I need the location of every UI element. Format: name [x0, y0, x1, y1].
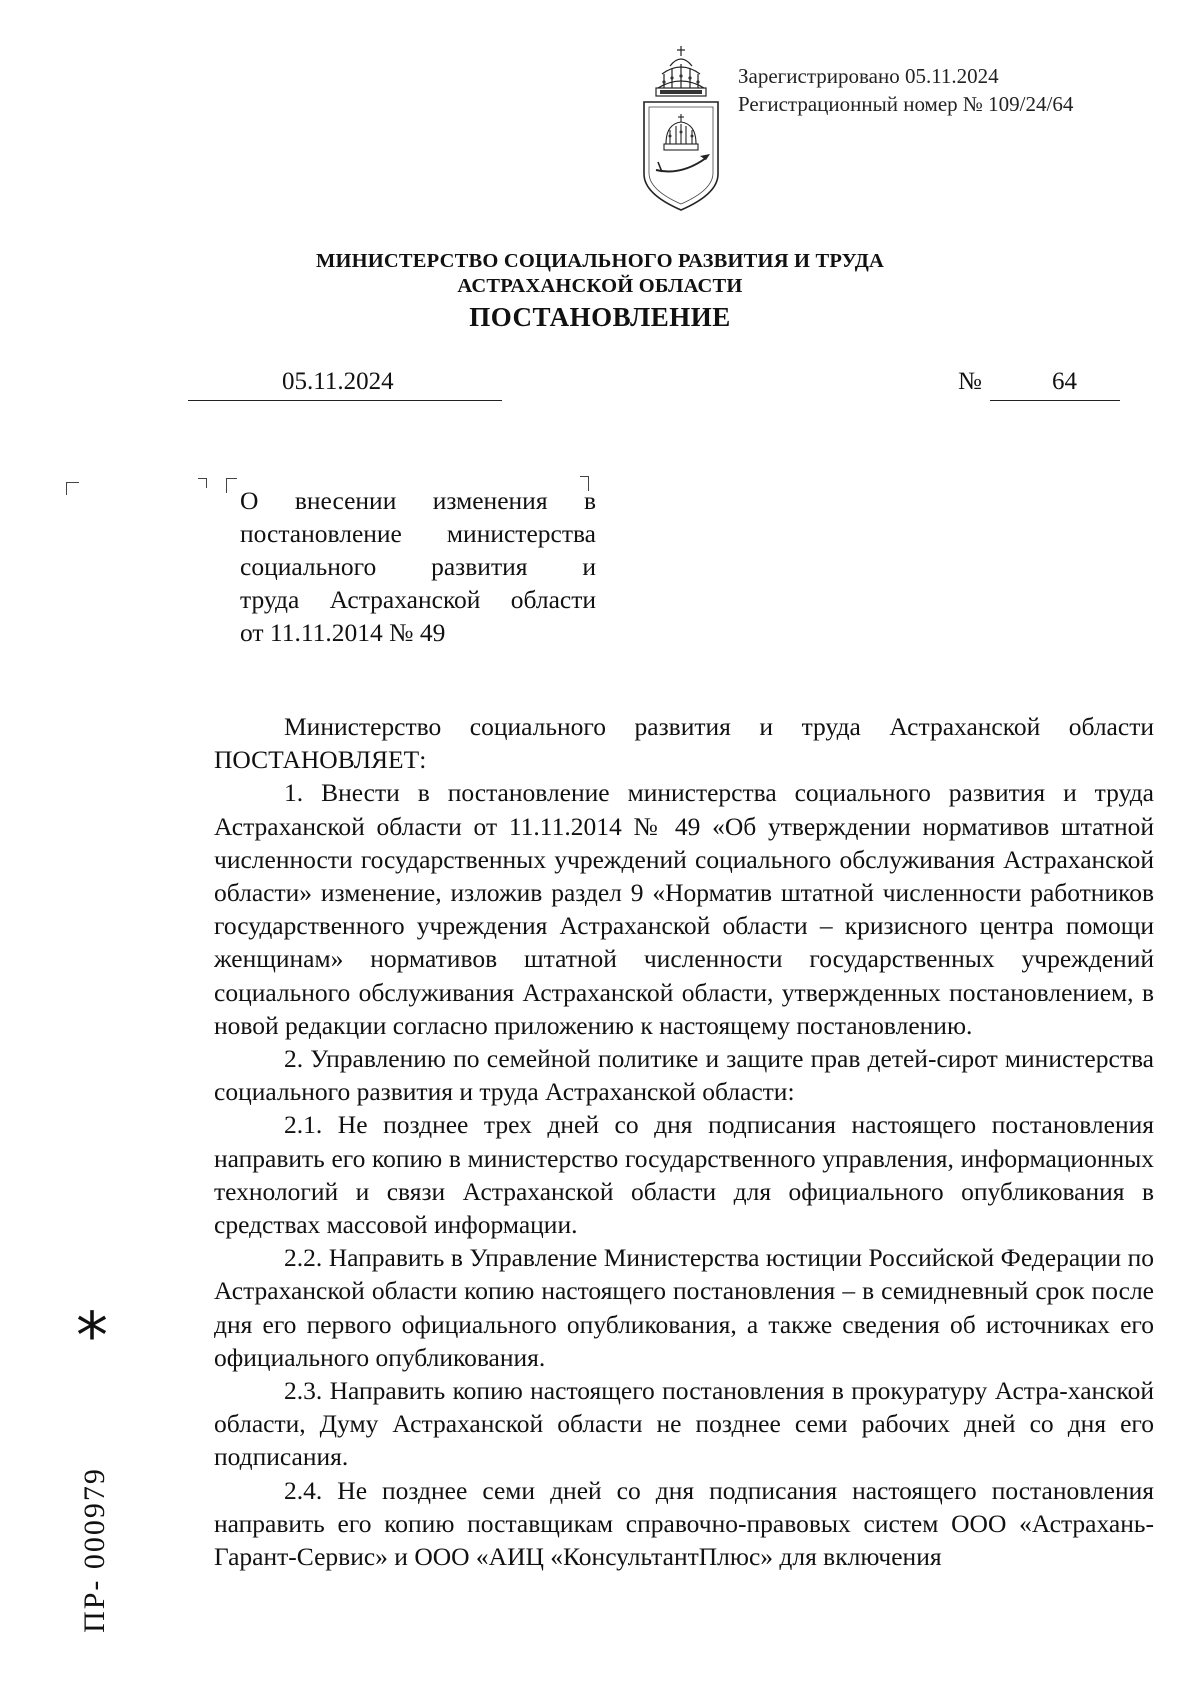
- document-number: 64: [1052, 368, 1077, 395]
- paragraph-2-1: 2.1. Не позднее трех дней со дня подписания настоящего постановления направить его копию в министерство государственного управления, информационных технологий и связи Астраханской области для официального опубликования в средствах массовой информации.: [214, 1110, 1154, 1240]
- ministry-name-line1: МИНИСТЕРСТВО СОЦИАЛЬНОГО РАЗВИТИЯ И ТРУДА: [315, 250, 885, 272]
- corner-mark: [226, 478, 237, 493]
- document-subject: [240, 484, 596, 649]
- corner-mark: [66, 482, 79, 495]
- corner-mark: [198, 478, 207, 488]
- registration-number: Регистрационный номер № 109/24/64: [738, 92, 1074, 116]
- subject-line: от 11.11.2014 № 49: [240, 618, 446, 647]
- paragraph-2: 2. Управлению по семейной политике и защите прав детей-сирот министерства социального развития и труда Астраханской области:: [214, 1044, 1154, 1107]
- subject-line: социального развития и: [240, 552, 596, 581]
- subject-line: труда Астраханской области: [240, 585, 596, 614]
- document-date: 05.11.2024: [282, 368, 394, 395]
- side-registration-code: ПР- 000979: [78, 1467, 111, 1633]
- paragraph-2-2: 2.2. Направить в Управление Министерства юстиции Российской Федерации по Астраханской области копию настоящего постановления – в семидневный срок после дня его первого официального опубликования, а также сведения об источниках его официального опубликования.: [214, 1243, 1154, 1372]
- registered-date: Зарегистрировано 05.11.2024: [738, 64, 999, 88]
- number-sign: №: [958, 368, 982, 395]
- paragraph-1: 1. Внести в постановление министерства социального развития и труда Астраханской области от 11.11.2014 № 49 «Об утверждении нормативов штатной численности государственных учреждений социального обслуживания Астраханской области» изменение, изложив раздел 9 «Норматив штатной численности работников государственного учреждения Астраханской области – кризисного центра помощи женщинам» нормативов штатной численности государственных учреждений социального обслуживания Астраханской области, утвержденных постановлением, в новой редакции согласно приложению к настоящему постановлению.: [214, 778, 1154, 1040]
- paragraph-2-4: 2.4. Не позднее семи дней со дня подписания настоящего постановления направить его копию поставщикам справочно-правовых систем ООО «Астрахань-Гарант-Сервис» и ООО «АИЦ «КонсультантПлюс» для включения: [214, 1475, 1154, 1572]
- paragraph-2-3: 2.3. Направить копию настоящего постановления в прокуратуру Астра-ханской области, Думу Астраханской области не позднее семи рабочих дней со дня его подписания.: [214, 1376, 1154, 1472]
- intro-paragraph: Министерство социального развития и труда Астраханской области ПОСТАНОВЛЯЕТ:: [214, 712, 1154, 775]
- subject-line: постановление министерства: [240, 519, 596, 548]
- subject-line: О внесении изменения в: [240, 486, 596, 515]
- ministry-name-line2: АСТРАХАНСКОЙ ОБЛАСТИ: [457, 275, 743, 297]
- document-type: ПОСТАНОВЛЕНИЕ: [469, 302, 731, 332]
- registration-stamp: [738, 62, 1073, 118]
- document-body: [214, 710, 1154, 1573]
- coat-of-arms-icon: [640, 44, 722, 212]
- asterisk-mark: *: [76, 1300, 108, 1374]
